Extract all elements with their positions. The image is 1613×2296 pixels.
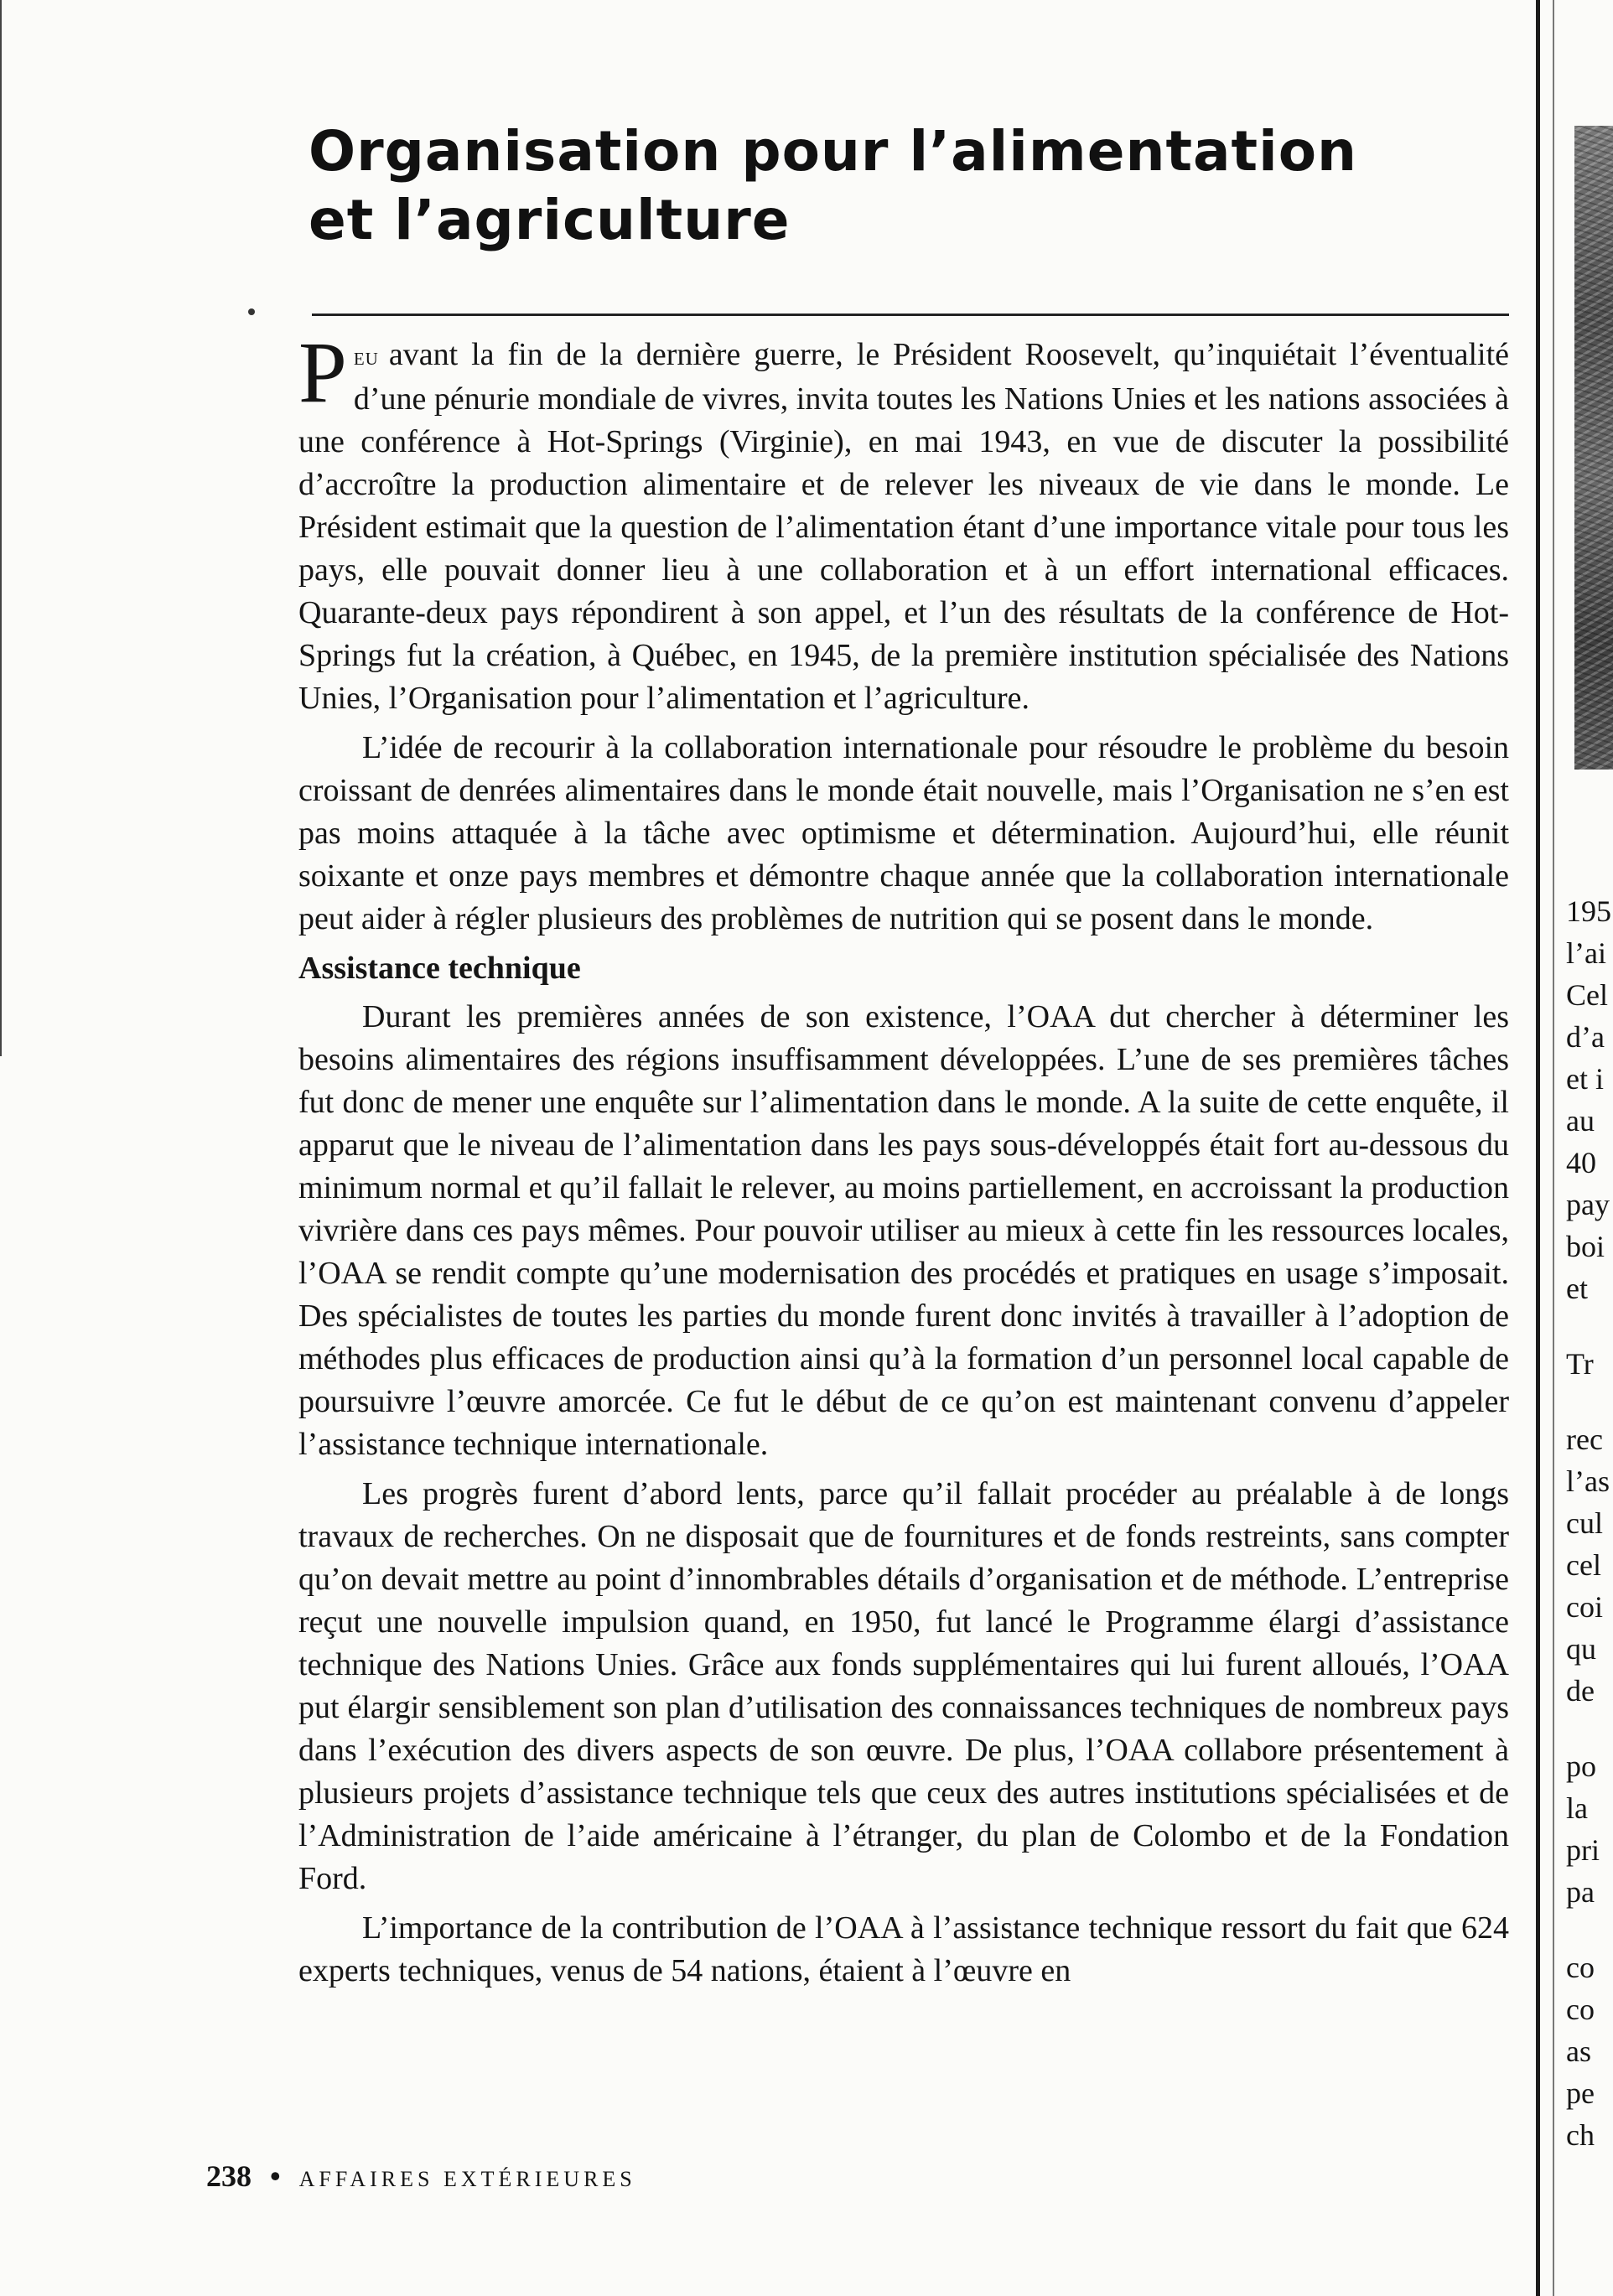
adjacent-page-fragment (1566, 1385, 1613, 1418)
adjacent-page-fragment (1566, 1913, 1613, 1946)
adjacent-page-fragment: co (1566, 1951, 1595, 1984)
journal-name: AFFAIRES EXTÉRIEURES (298, 2167, 636, 2191)
adjacent-page-fragment: d’a (1566, 1020, 1605, 1054)
adjacent-page-fragment: la (1566, 1791, 1588, 1825)
adjacent-page-fragment: co (1566, 1993, 1595, 2026)
adjacent-page-text (1566, 890, 1613, 2156)
margin-dot (248, 308, 255, 315)
intro-smallcaps: eu (353, 343, 379, 371)
title-line-1: Organisation pour l’alimentation (309, 119, 1358, 184)
footer-separator: • (270, 2159, 281, 2193)
adjacent-page-fragment: et i (1566, 1062, 1604, 1096)
adjacent-page-fragment: cel (1566, 1548, 1601, 1582)
paragraph-2: L’idée de recourir à la collaboration internationale pour résoudre le problème du besoin croissant de denrées alimentaires dans le monde était nouvelle, mais l’Organisation ne s’en est pas moins attaquée à la tâche avec optimisme et détermination. Aujourd’hui, elle réunit soixante et onze pays membres et démontre chaque année que la collaboration internationale peut aider à régler plusieurs des problèmes de nutrition qui se posent dans le monde. (298, 730, 1509, 936)
gutter-rule-thin (1553, 0, 1554, 2296)
paragraph-4: Les progrès furent d’abord lents, parce qu’il fallait procéder au préalable à de longs travaux de recherches. On ne disposait que de fournitures et de fonds restreints, sans compter qu’on devait mettre au point d’innombrables détails d’organisation et de méthode. L’entreprise reçut une nouvelle impulsion quand, en 1950, fut lancé le Programme élargi d’assistance technique des Nations Unies. Grâce aux fonds supplémentaires qui lui furent alloués, l’OAA put élargir sensiblement son plan d’utilisation des connaissances techniques de nombreux pays dans l’exécution des divers aspects de son œuvre. De plus, l’OAA collabore présentement à plusieurs projets d’assistance technique tels que ceux des autres institutions spécialisées et de l’Administration de l’aide américaine à l’étranger, du plan de Colombo et de la Fondation Ford. (298, 1476, 1509, 1896)
adjacent-page-fragment: qu (1566, 1632, 1596, 1666)
adjacent-page-fragment: as (1566, 2034, 1591, 2068)
adjacent-page-fragment: de (1566, 1674, 1595, 1708)
page-number: 238 (206, 2159, 252, 2193)
title-divider (312, 314, 1509, 316)
drop-cap: P (298, 324, 347, 421)
adjacent-page-fragment: pri (1566, 1833, 1600, 1867)
adjacent-page-fragment: et (1566, 1272, 1588, 1305)
adjacent-page-fragment: rec (1566, 1423, 1603, 1456)
intro-text: avant la fin de la dernière guerre, le Président Roosevelt, qu’inquiétait l’éventualité d’une pénurie mondiale de vivres, invita toutes les Nations Unies et les nations associées à une conférence à Hot-Springs (Virginie), en mai 1943, en vue de discuter la possibilité d’accroître la production alimentaire et de relever les niveaux de vie dans le monde. Le Président estimait que la question de l’alimentation étant d’une importance vitale pour tous les pays, elle pouvait donner lieu à une collaboration et à un effort international efficaces. Quarante-deux pays répondirent à son appel, et l’un des résultats de la conférence de Hot-Springs fut la création, à Québec, en 1945, de la première institution spécialisée des Nations Unies, l’Organisation pour l’alimentation et l’agriculture. (298, 337, 1509, 716)
adjacent-page-fragment: cul (1566, 1506, 1603, 1540)
article-title (309, 117, 1482, 255)
adjacent-page-fragment: l’ai (1566, 936, 1606, 970)
adjacent-page-fragment: au (1566, 1104, 1595, 1138)
adjacent-page-fragment (1566, 1309, 1613, 1343)
adjacent-page-fragment: l’as (1566, 1464, 1610, 1498)
gutter-rule (1536, 0, 1540, 2296)
adjacent-page-fragment: 195 (1566, 894, 1611, 928)
intro-paragraph (298, 324, 1509, 720)
adjacent-page-photo (1574, 126, 1613, 770)
adjacent-page-fragment: pa (1566, 1875, 1595, 1909)
paragraph-3: Durant les premières années de son existence, l’OAA dut chercher à déterminer les besoins alimentaires des régions insuffisamment développées. L’une de ses premières tâches fut donc de mener une enquête sur l’alimentation dans le monde. A la suite de cette enquête, il apparut que le niveau de l’alimentation dans les pays sous-développés était fort au-dessous du minimum normal et qu’il fallait le relever, au moins partiellement, en accroissant la production vivrière dans ces pays mêmes. Pour pouvoir utiliser au mieux à cette fin les ressources locales, l’OAA se rendit compte qu’une modernisation des procédés et pratiques en usage s’imposait. Des spécialistes de toutes les parties du monde furent donc invités à travailler à l’adoption de méthodes plus efficaces de production ainsi qu’à la formation d’un personnel local capable de poursuivre l’œuvre amorcée. Ce fut le début de ce qu’on est maintenant convenu d’appeler l’assistance technique internationale. (298, 999, 1509, 1462)
adjacent-page-fragment: ch (1566, 2118, 1595, 2152)
adjacent-page-fragment: pay (1566, 1188, 1610, 1221)
adjacent-page-fragment: boi (1566, 1230, 1605, 1263)
adjacent-page-fragment: coi (1566, 1590, 1603, 1624)
adjacent-page-fragment (1566, 1712, 1613, 1745)
adjacent-page-fragment: Tr (1566, 1347, 1594, 1381)
adjacent-page-fragment: pe (1566, 2076, 1595, 2110)
title-line-2: et l’agriculture (309, 188, 791, 252)
adjacent-page-fragment: 40 (1566, 1146, 1596, 1179)
adjacent-page-fragment: Cel (1566, 978, 1608, 1012)
adjacent-page-fragment: po (1566, 1749, 1596, 1783)
scan-left-edge (0, 0, 2, 1056)
page-footer (206, 2158, 636, 2198)
article-body (298, 324, 1509, 1993)
section-heading: Assistance technique (298, 951, 581, 986)
paragraph-5: L’importance de la contribution de l’OAA à l’assistance technique ressort du fait que 624 experts techniques, venus de 54 nations, étaient à l’œuvre en (298, 1910, 1509, 1988)
